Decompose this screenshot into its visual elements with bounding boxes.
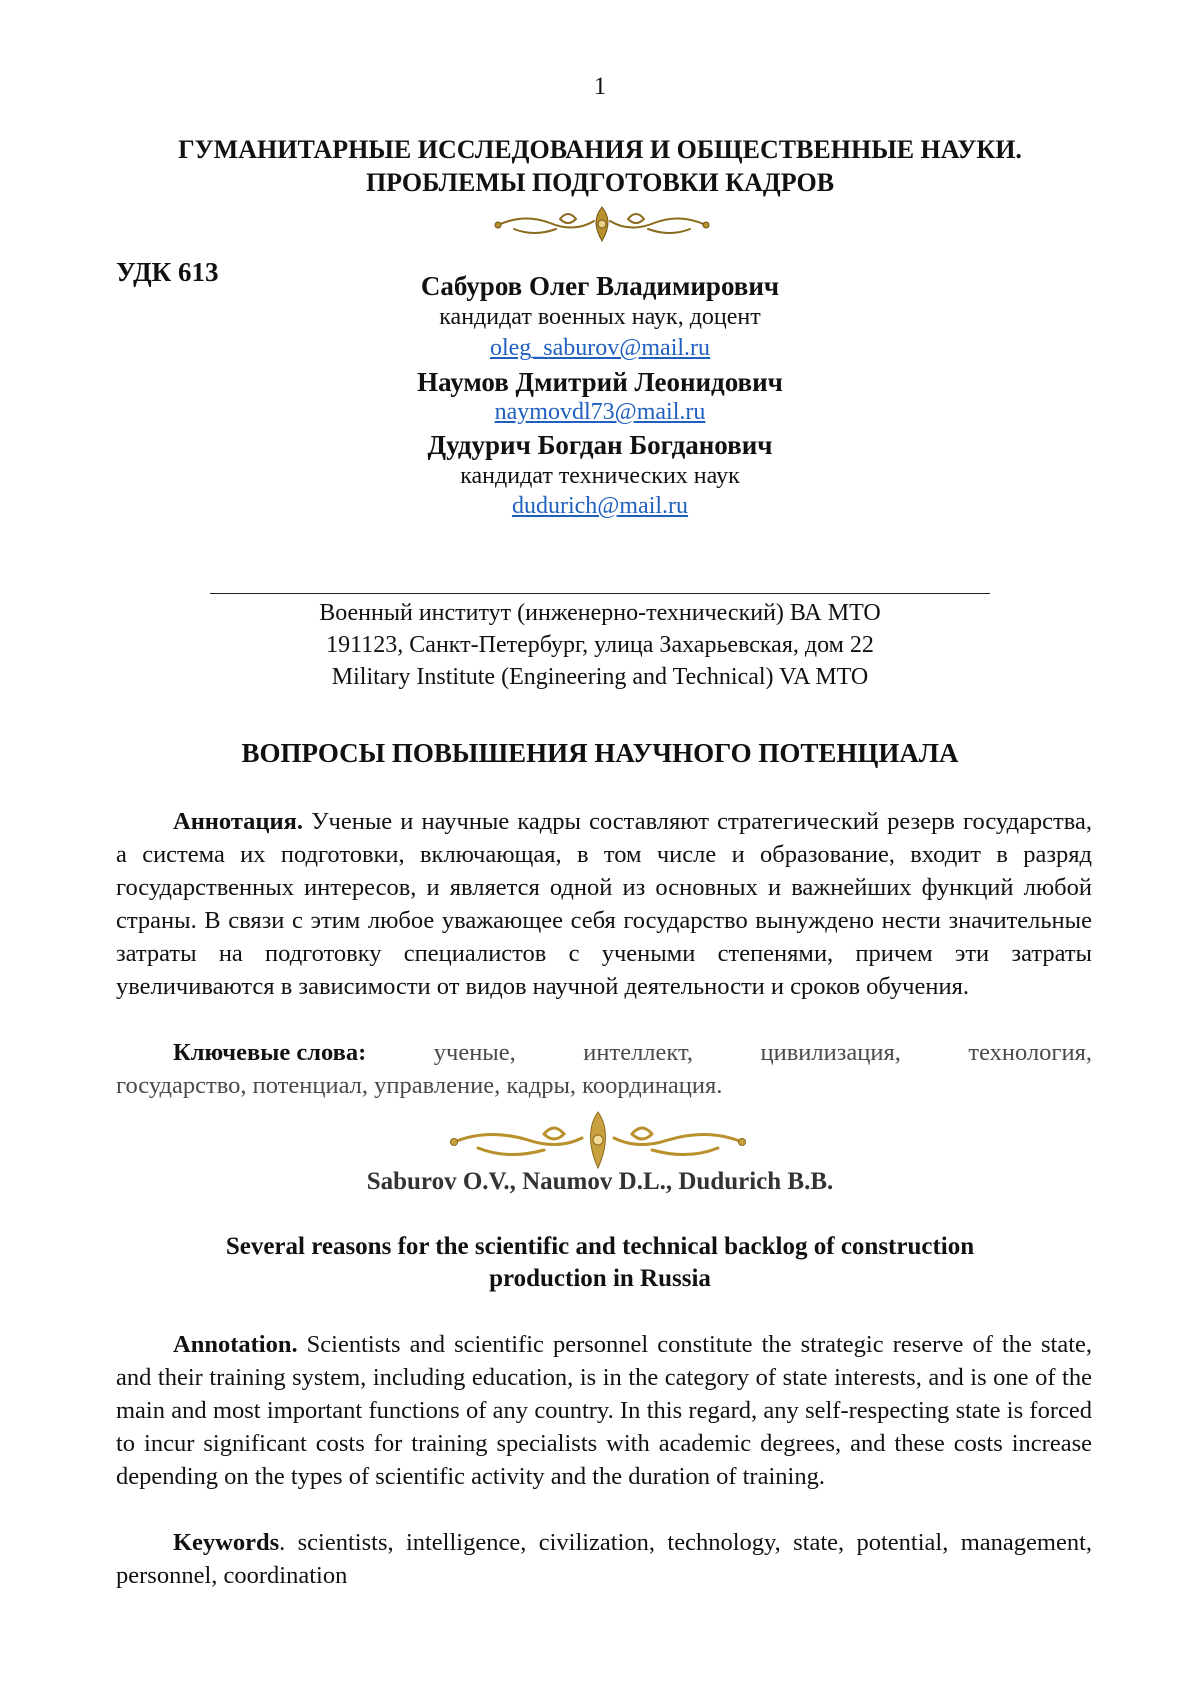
- ornament-flourish-icon: [448, 1106, 748, 1174]
- author-email-link[interactable]: naymovdl73@mail.ru: [494, 399, 706, 425]
- ornament-flourish-icon: [494, 203, 710, 245]
- abstract-en-label: Annotation.: [173, 1331, 298, 1358]
- keyword: технология,: [968, 1039, 1092, 1066]
- keywords-ru-line-2: государство, потенциал, управление, кадры, координация.: [116, 1072, 723, 1099]
- affiliation-line: Military Institute (Engineering and Technical) VA MTO: [331, 664, 869, 690]
- abstract-ru: [116, 805, 1092, 1003]
- paper-title-en-line-1: Several reasons for the scientific and technical backlog of construction: [225, 1233, 975, 1260]
- author-email-link[interactable]: dudurich@mail.ru: [511, 493, 689, 519]
- author-degree: кандидат технических наук: [460, 463, 740, 489]
- affiliation-line: 191123, Санкт-Петербург, улица Захарьевская, дом 22: [326, 632, 874, 658]
- author-degree: кандидат военных наук, доцент: [439, 304, 761, 330]
- abstract-en-text: Scientists and scientific personnel constitute the strategic reserve of the state, and their training system, including education, is in the category of state interests, and is one of the main and most important functions of any country. In this regard, any self-respecting state is forced to incur significant costs for training specialists with academic degrees, and these costs increase depending on the types of scientific activity and the duration of training.: [116, 1331, 1092, 1490]
- keywords-ru: [116, 1036, 1092, 1102]
- paper-title-en: [0, 1231, 1200, 1295]
- abstract-ru-label: Аннотация.: [173, 808, 304, 835]
- keyword: интеллект,: [583, 1039, 693, 1066]
- section-heading-line-2: ПРОБЛЕМЫ ПОДГОТОВКИ КАДРОВ: [365, 168, 835, 197]
- abstract-en: [116, 1328, 1092, 1493]
- authors-en: Saburov O.V., Naumov D.L., Dudurich B.B.: [366, 1168, 834, 1195]
- author-name: Дудурич Богдан Богданович: [427, 430, 773, 460]
- abstract-ru-text: Ученые и научные кадры составляют стратегический резерв государства, а система их подготовки, включающая, в том числе и образование, входит в разряд государственных интересов, и является одной из основных и важнейших функций любой страны. В связи с этим любое уважающее себя государство вынуждено нести значительные затраты на подготовку специалистов с учеными степенями, причем эти затраты увеличиваются в зависимости от видов научной деятельности и сроков обучения.: [116, 808, 1093, 1000]
- udc-code: УДК 613: [116, 257, 219, 287]
- author-email-link[interactable]: oleg_saburov@mail.ru: [489, 335, 711, 361]
- keywords-en: [116, 1526, 1092, 1592]
- keywords-en-label: Keywords: [173, 1529, 280, 1556]
- section-heading-line-1: ГУМАНИТАРНЫЕ ИССЛЕДОВАНИЯ И ОБЩЕСТВЕННЫЕ НАУКИ.: [178, 135, 1022, 164]
- keyword: цивилизация,: [760, 1039, 901, 1066]
- keywords-ru-line-1: [116, 1036, 1092, 1069]
- paper-title-en-line-2: production in Russia: [489, 1265, 711, 1292]
- keywords-en-text: . scientists, intelligence, civilization, technology, state, potential, management, personnel, coordination: [116, 1529, 1092, 1589]
- affiliation-divider: [210, 593, 990, 594]
- paper-title-ru: ВОПРОСЫ ПОВЫШЕНИЯ НАУЧНОГО ПОТЕНЦИАЛА: [241, 738, 959, 768]
- author-name: Наумов Дмитрий Леонидович: [417, 367, 783, 397]
- keywords-ru-label: Ключевые слова:: [173, 1039, 367, 1066]
- keyword: ученые,: [433, 1039, 516, 1066]
- section-heading: [0, 133, 1200, 199]
- affiliation-line: Военный институт (инженерно-технический) ВА МТО: [319, 600, 881, 626]
- page-number: 1: [593, 73, 607, 100]
- author-name: Сабуров Олег Владимирович: [420, 271, 780, 301]
